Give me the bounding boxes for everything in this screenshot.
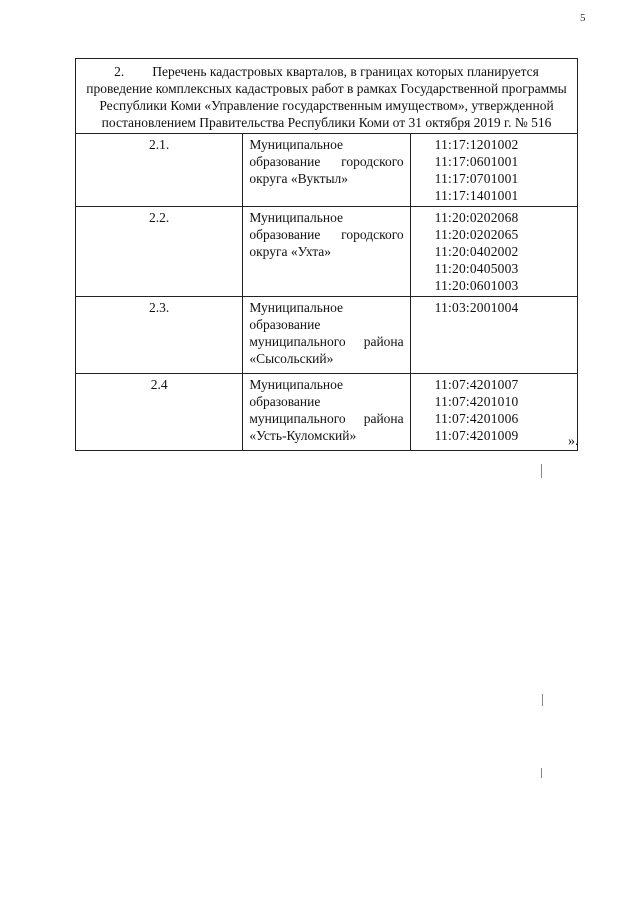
cadastral-codes-cell bbox=[410, 207, 577, 297]
table-heading-row bbox=[76, 59, 578, 134]
cadastral-quarters-table bbox=[75, 58, 578, 451]
cadastral-codes-cell bbox=[410, 297, 577, 374]
scan-mark bbox=[541, 464, 542, 478]
row-number: 2.1. bbox=[76, 134, 243, 207]
heading-number: 2. bbox=[114, 64, 125, 79]
cadastral-code: 11:20:0402002 bbox=[434, 244, 519, 259]
scan-mark bbox=[541, 768, 542, 778]
municipality-name: Муниципальное образование городского округа «Ухта» bbox=[243, 207, 410, 297]
cadastral-code: 11:03:2001004 bbox=[434, 300, 519, 315]
municipality-name: Муниципальное образование муниципального района «Усть-Куломский» bbox=[243, 374, 410, 451]
table-row bbox=[76, 297, 578, 374]
cadastral-code: 11:07:4201009 bbox=[434, 428, 519, 443]
scan-mark bbox=[542, 694, 543, 706]
cadastral-codes-cell bbox=[410, 134, 577, 207]
heading-text: Перечень кадастровых кварталов, в границах которых планируется проведение комплексных кадастровых работ в рамках Государственной программы Республики Коми «Управление государственным имуществом», утвержденной постановлением Правительства Республики Коми от 31 октября 2019 г. № 516 bbox=[86, 64, 567, 130]
table-row bbox=[76, 374, 578, 451]
table-body bbox=[76, 134, 578, 451]
table-row bbox=[76, 207, 578, 297]
cadastral-codes-cell bbox=[410, 374, 577, 451]
cadastral-code: 11:07:4201010 bbox=[434, 394, 519, 409]
municipality-name: Муниципальное образование городского округа «Вуктыл» bbox=[243, 134, 410, 207]
cadastral-code: 11:20:0202065 bbox=[434, 227, 519, 242]
cadastral-code: 11:17:0701001 bbox=[434, 171, 519, 186]
cadastral-code: 11:20:0601003 bbox=[434, 278, 519, 293]
row-number: 2.3. bbox=[76, 297, 243, 374]
cadastral-code: 11:07:4201006 bbox=[434, 411, 519, 426]
cadastral-code: 11:17:1401001 bbox=[434, 188, 519, 203]
closing-quote: ». bbox=[568, 434, 579, 449]
table-heading bbox=[76, 59, 578, 134]
row-number: 2.2. bbox=[76, 207, 243, 297]
municipality-name: Муниципальное образование муниципального района «Сысольский» bbox=[243, 297, 410, 374]
cadastral-code: 11:20:0405003 bbox=[434, 261, 519, 276]
table-row bbox=[76, 134, 578, 207]
page-number: 5 bbox=[580, 12, 586, 24]
cadastral-code: 11:17:1201002 bbox=[434, 137, 519, 152]
cadastral-code: 11:07:4201007 bbox=[434, 377, 519, 392]
cadastral-code: 11:20:0202068 bbox=[434, 210, 519, 225]
cadastral-code: 11:17:0601001 bbox=[434, 154, 519, 169]
row-number: 2.4 bbox=[76, 374, 243, 451]
